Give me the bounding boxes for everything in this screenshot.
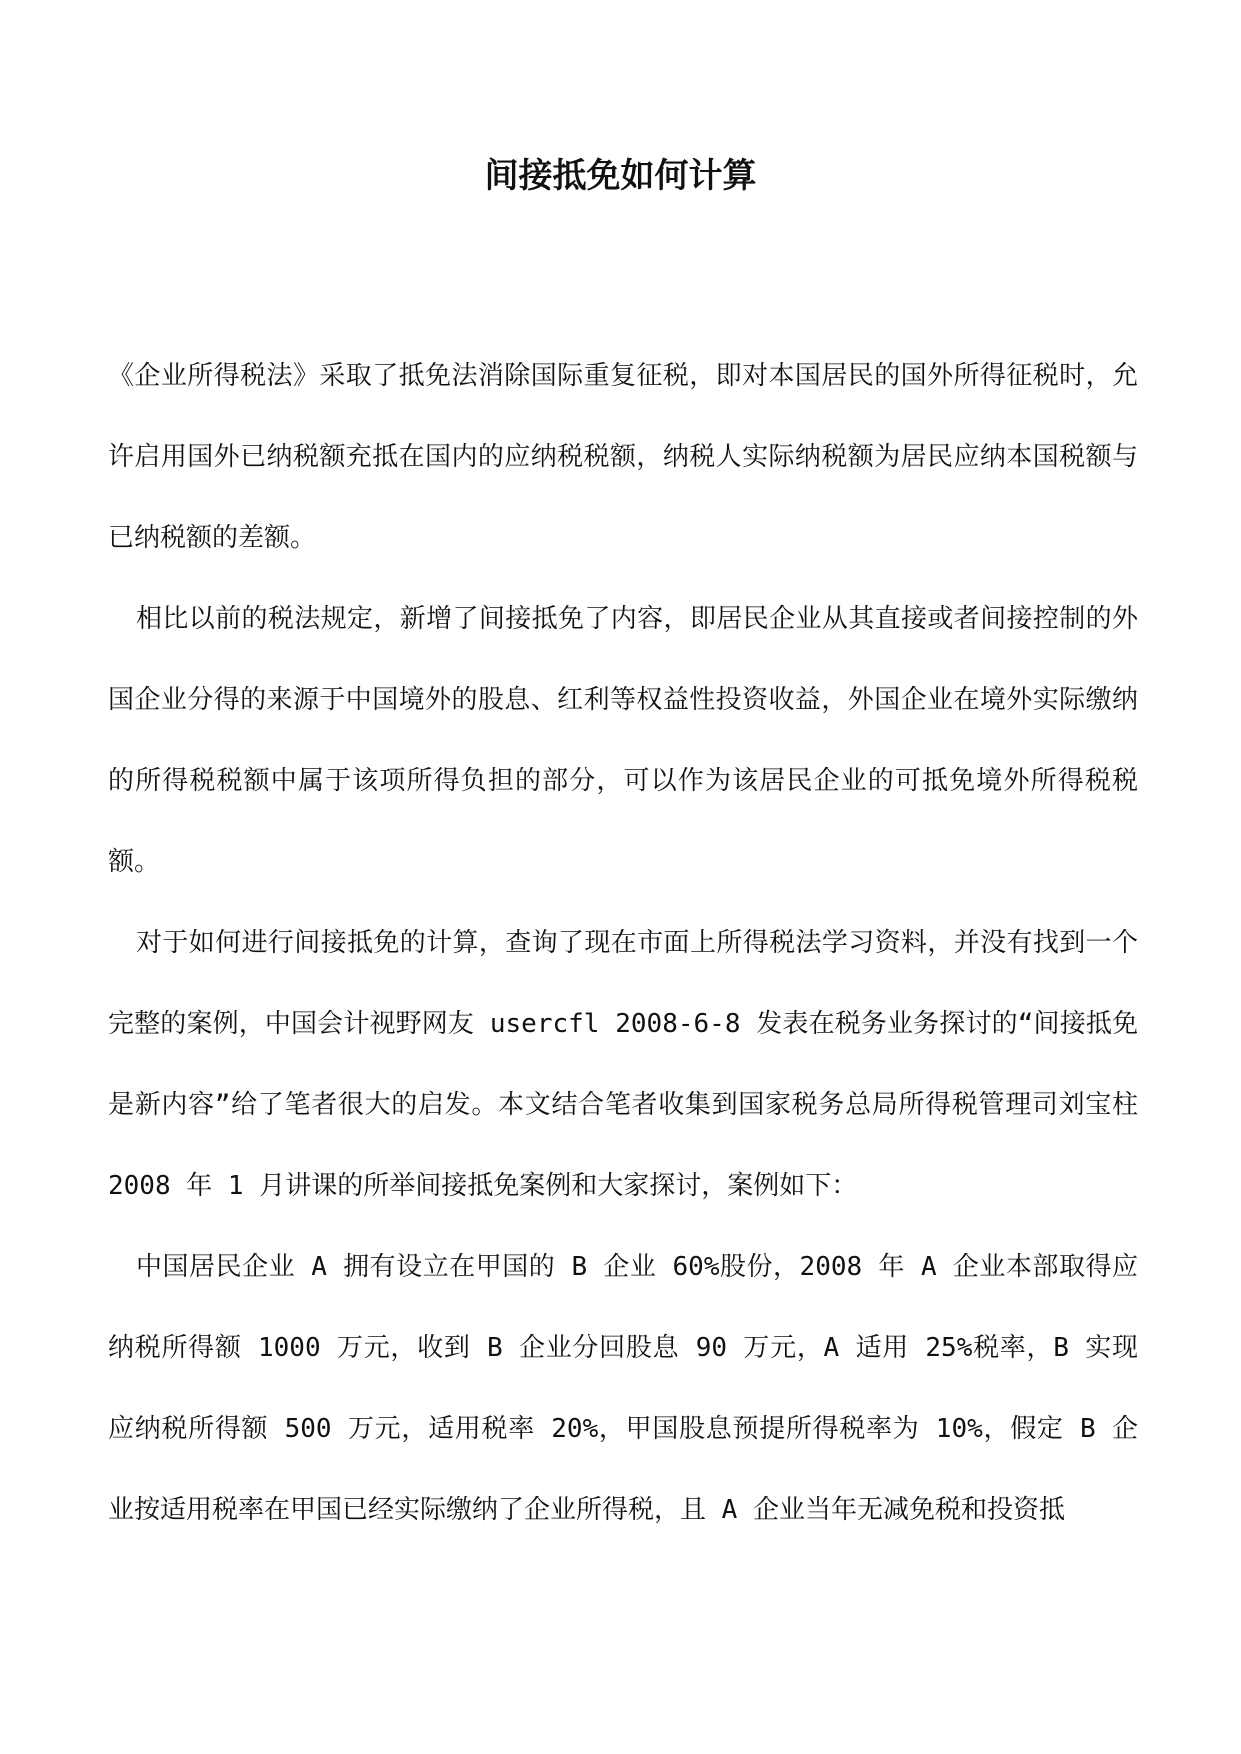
paragraph-1: 《企业所得税法》采取了抵免法消除国际重复征税，即对本国居民的国外所得征税时，允许启用国外已纳税额充抵在国内的应纳税税额，纳税人实际纳税额为居民应纳本国税额与已纳税额的差额。 (108, 361, 1138, 553)
paragraph-3: 对于如何进行间接抵免的计算，查询了现在市面上所得税法学习资料，并没有找到一个完整的案例，中国会计视野网友 usercfl 2008-6-8 发表在税务业务探讨的“间接抵免是新内容”给了笔者很大的启发。本文结合笔者收集到国家税务总局所得税管理司刘宝柱 2008 年 1 月讲课的所举间接抵免案例和大家探讨，案例如下： (108, 928, 1138, 1201)
document-title: 间接抵免如何计算 (484, 156, 757, 196)
paragraph-4: 中国居民企业 A 拥有设立在甲国的 B 企业 60%股份，2008 年 A 企业本部取得应纳税所得额 1000 万元，收到 B 企业分回股息 90 万元，A 适用 25%税率，B 实现应纳税所得额 500 万元，适用税率 20%，甲国股息预提所得税率为 10%，假定 B 企业按适用税率在甲国已经实际缴纳了企业所得税，且 A 企业当年无减免税和投资抵 (108, 1252, 1138, 1525)
document-body (108, 336, 1138, 1551)
paragraph-2: 相比以前的税法规定，新增了间接抵免了内容，即居民企业从其直接或者间接控制的外国企业分得的来源于中国境外的股息、红利等权益性投资收益，外国企业在境外实际缴纳的所得税税额中属于该项所得负担的部分，可以作为该居民企业的可抵免境外所得税税额。 (108, 604, 1138, 877)
